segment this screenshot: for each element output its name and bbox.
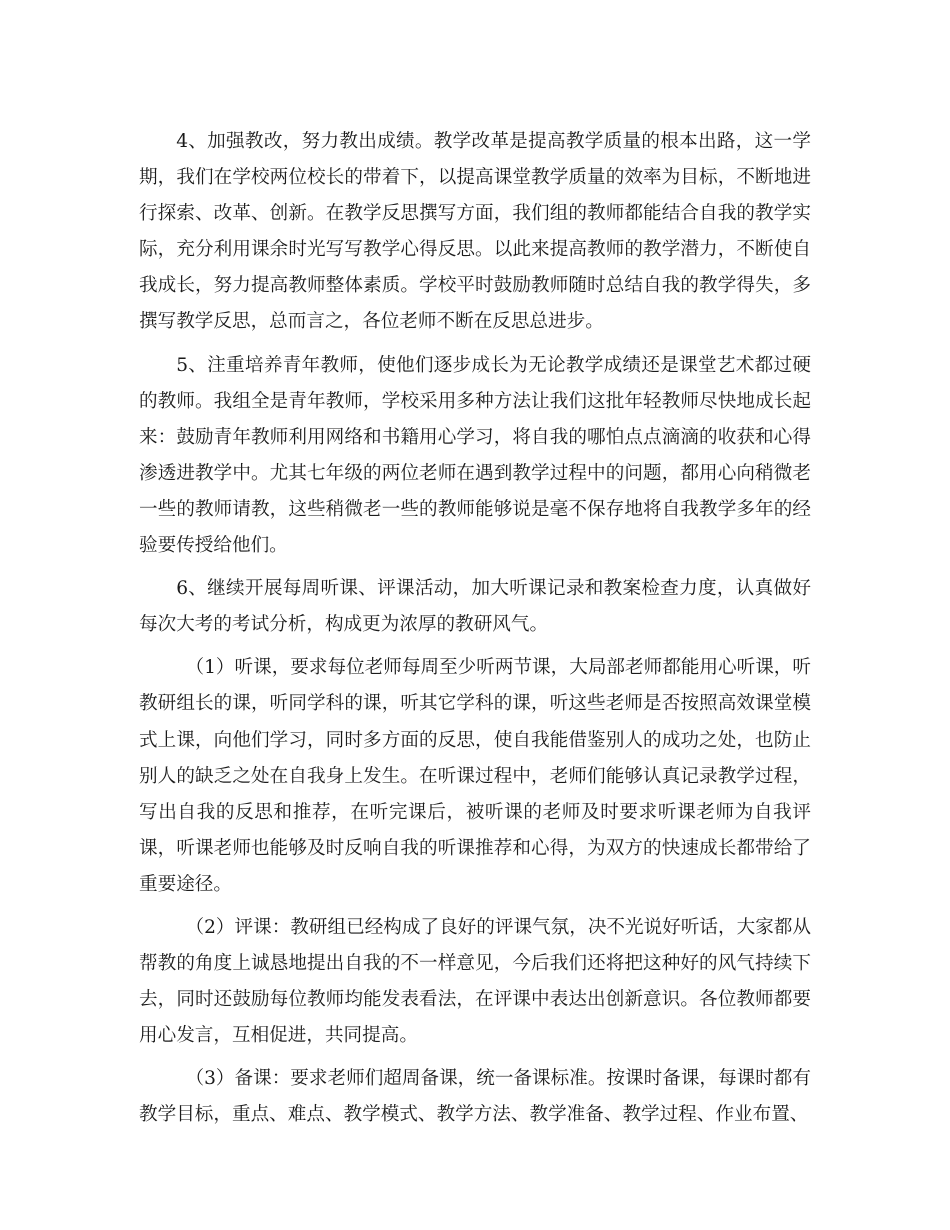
paragraph-evaluating: （2）评课：教研组已经构成了良好的评课气氛，决不光说好听话，大家都从帮教的角度上诚恳地提出自我的不一样意见，今后我们还将把这种好的风气持续下去，同时还鼓励每位教师均能发表看法，在评课中表达出创新意识。各位教师都要用心发言，互相促进，共同提高。: [139, 916, 811, 1047]
paragraph-item-6: 6、继续开展每周听课、评课活动，加大听课记录和教案检查力度，认真做好每次大考的考试分析，构成更为浓厚的教研风气。: [139, 578, 811, 636]
paragraph-preparing: （3）备课：要求老师们超周备课，统一备课标准。按课时备课，每课时都有教学目标，重点、难点、教学模式、教学方法、教学准备、教学过程、作业布置、: [139, 1068, 811, 1126]
paragraph-listening: （1）听课，要求每位老师每周至少听两节课，大局部老师都能用心听课，听教研组长的课，听同学科的课，听其它学科的课，听这些老师是否按照高效课堂模式上课，向他们学习，同时多方面的反思，使自我能借鉴别人的成功之处，也防止别人的缺乏之处在自我身上发生。在听课过程中，老师们能够认真记录教学过程，写出自我的反思和推荐，在听完课后，被听课的老师及时要求听课老师为自我评课，听课老师也能够及时反响自我的听课推荐和心得，为双方的快速成长都带给了重要途径。: [139, 657, 811, 895]
paragraph-item-4: 4、加强教改，努力教出成绩。教学改革是提高教学质量的根本出路，这一学期，我们在学校两位校长的带着下，以提高课堂教学质量的效率为目标，不断地进行探索、改革、创新。在教学反思撰写方面，我们组的教师都能结合自我的教学实际，充分利用课余时光写写教学心得反思。以此来提高教师的教学潜力，不断使自我成长，努力提高教师整体素质。学校平时鼓励教师随时总结自我的教学得失，多撰写教学反思，总而言之，各位老师不断在反思总进步。: [139, 131, 811, 333]
document-body: [139, 124, 811, 1141]
paragraph-item-5: 5、注重培养青年教师，使他们逐步成长为无论教学成绩还是课堂艺术都过硬的教师。我组全是青年教师，学校采用多种方法让我们这批年轻教师尽快地成长起来：鼓励青年教师利用网络和书籍用心学习，将自我的哪怕点点滴滴的收获和心得渗透进教学中。尤其七年级的两位老师在遇到教学过程中的问题，都用心向稍微老一些的教师请教，这些稍微老一些的教师能够说是毫不保存地将自我教学多年的经验要传授给他们。: [139, 354, 811, 557]
